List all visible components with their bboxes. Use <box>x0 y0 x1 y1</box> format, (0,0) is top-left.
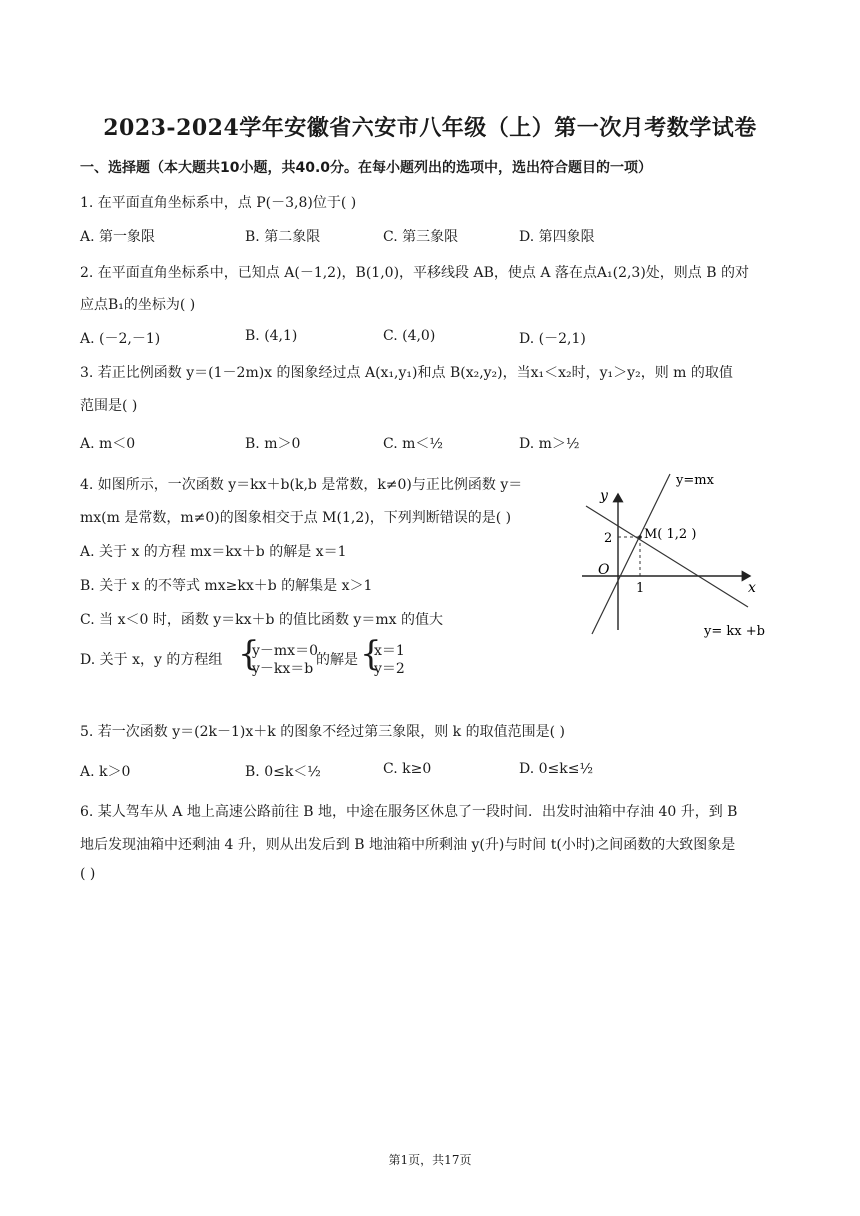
q6-stem-line3: ( ) <box>80 866 96 882</box>
q4-option-b: B. 关于 x 的不等式 mx≥kx＋b 的解集是 x＞1 <box>80 578 373 594</box>
label-point-m: M( 1,2 ) <box>644 527 697 542</box>
q3-stem-line2: 范围是( ) <box>80 398 138 414</box>
page-footer: 第1页，共17页 <box>388 1153 472 1167</box>
q4-graph-figure <box>578 470 790 645</box>
q5-option-b: B. 0≤k＜½ <box>245 764 321 780</box>
q2-stem-line1: 2. 在平面直角坐标系中，已知点 A(－1,2)，B(1,0)，平移线段 AB，使点 A 落在点A₁(2,3)处，则点 B 的对 <box>80 265 749 281</box>
label-tick-x: 1 <box>636 581 645 596</box>
q1-option-a: A. 第一象限 <box>80 229 156 245</box>
q5-option-d: D. 0≤k≤½ <box>519 761 594 777</box>
q3-option-b: B. m＞0 <box>245 436 301 452</box>
q2-option-a: A. (－2,－1) <box>80 331 161 347</box>
q4-system-mid: 的解是 <box>316 652 358 668</box>
q3-option-a: A. m＜0 <box>80 436 136 452</box>
q2-option-c: C. (4,0) <box>383 328 436 344</box>
label-line-kxb: y= kx +b <box>704 624 765 639</box>
q6-stem-line1: 6. 某人驾车从 A 地上高速公路前往 B 地，中途在服务区休息了一段时间．出发时油箱中存油 40 升，到 B <box>80 804 738 820</box>
q5-option-a: A. k＞0 <box>80 764 131 780</box>
q1-option-b: B. 第二象限 <box>245 229 321 245</box>
q1-option-c: C. 第三象限 <box>383 229 459 245</box>
q4-system-eq1: y－mx＝0 <box>252 643 318 659</box>
q2-option-d: D. (－2,1) <box>519 331 586 347</box>
section-heading: 一、选择题（本大题共10小题，共40.0分。在每小题列出的选项中，选出符合题目的一项） <box>80 160 653 176</box>
label-origin: O <box>598 562 610 578</box>
q2-option-b: B. (4,1) <box>245 328 298 344</box>
q4-option-d: D. 关于 x，y 的方程组 <box>80 652 223 668</box>
label-tick-y: 2 <box>604 531 613 546</box>
q5-stem: 5. 若一次函数 y＝(2k－1)x＋k 的图象不经过第三象限，则 k 的取值范围是( ) <box>80 724 565 740</box>
q1-option-d: D. 第四象限 <box>519 229 595 245</box>
q2-stem-line2: 应点B₁的坐标为( ) <box>80 297 196 313</box>
q5-option-c: C. k≥0 <box>383 761 432 777</box>
q4-system-eq2: y－kx＝b <box>252 661 314 677</box>
q3-option-c: C. m＜½ <box>383 436 443 452</box>
q4-stem-line1: 4. 如图所示，一次函数 y＝kx＋b(k,b 是常数，k≠0)与正比例函数 y＝ <box>80 477 523 493</box>
q4-solution-x: x＝1 <box>374 643 405 659</box>
q3-stem-line1: 3. 若正比例函数 y＝(1－2m)x 的图象经过点 A(x₁,y₁)和点 B(x₂,y₂)，当x₁＜x₂时，y₁＞y₂，则 m 的取值 <box>80 365 733 381</box>
exam-title: 2023-2024学年安徽省六安市八年级（上）第一次月考数学试卷 <box>103 115 757 141</box>
q4-solution-y: y＝2 <box>374 661 405 677</box>
q6-stem-line2: 地后发现油箱中还剩油 4 升，则从出发后到 B 地油箱中所剩油 y(升)与时间 t(小时)之间函数的大致图象是 <box>80 837 736 853</box>
label-x-axis: x <box>748 580 756 596</box>
label-line-mx: y=mx <box>676 473 714 488</box>
q1-stem: 1. 在平面直角坐标系中，点 P(－3,8)位于( ) <box>80 195 357 211</box>
q3-option-d: D. m＞½ <box>519 436 580 452</box>
q4-option-a: A. 关于 x 的方程 mx＝kx＋b 的解是 x＝1 <box>80 544 347 560</box>
q4-stem-line2: mx(m 是常数，m≠0)的图象相交于点 M(1,2)，下列判断错误的是( ) <box>80 510 512 526</box>
intersection-point <box>638 535 642 539</box>
q4-option-c: C. 当 x＜0 时，函数 y＝kx＋b 的值比函数 y＝mx 的值大 <box>80 612 443 628</box>
line-y-kx-b <box>586 506 748 607</box>
label-y-axis: y <box>600 488 608 504</box>
